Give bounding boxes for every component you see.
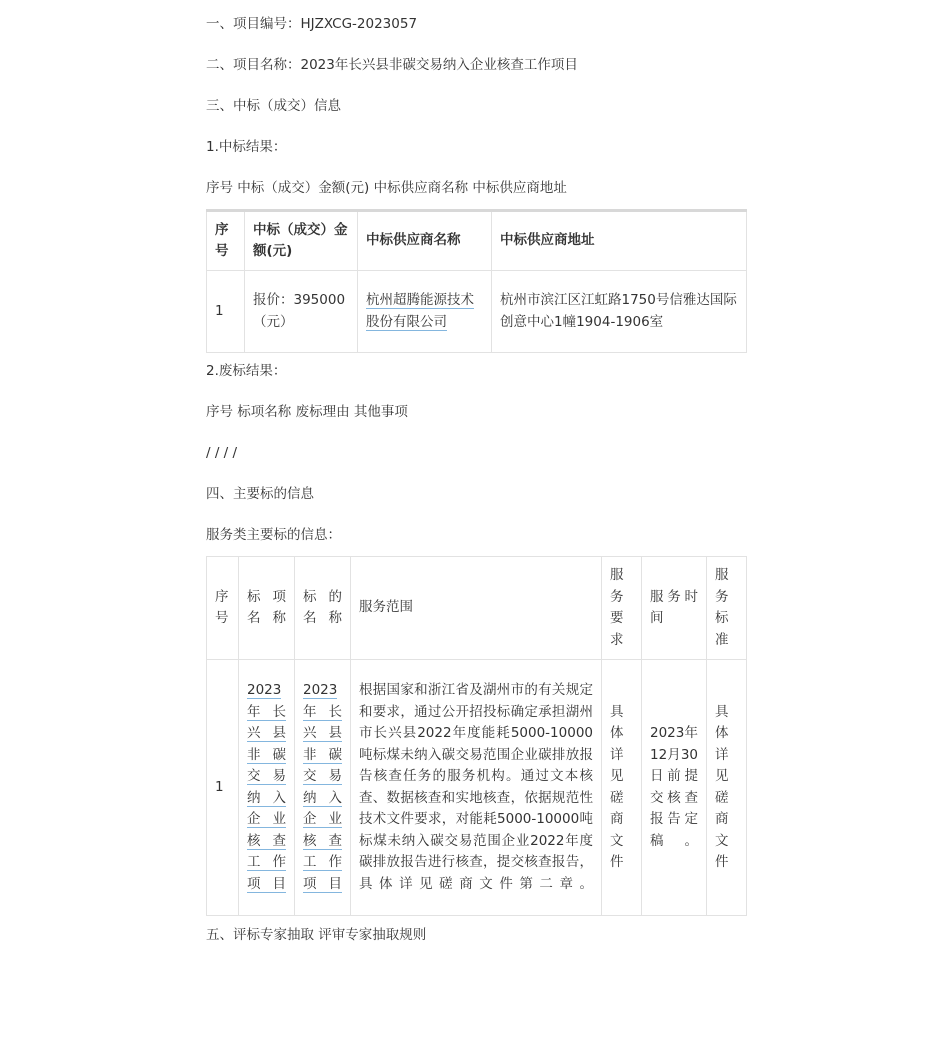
- invalid-result-label: 2.废标结果：: [206, 363, 287, 379]
- table-header-row: [207, 557, 747, 660]
- table-header-row: [207, 211, 747, 271]
- project-name: 二、项目名称：2023年长兴县非碳交易纳入企业核查工作项目: [206, 57, 578, 73]
- header-supplier-name: 中标供应商名称: [358, 211, 492, 271]
- header-service-scope: 服务范围: [351, 557, 602, 660]
- header-service-standard: 服务标准: [707, 557, 747, 660]
- row-item-name-cell: [239, 660, 295, 916]
- service-target-label: 服务类主要标的信息：: [206, 527, 341, 543]
- header-no: 序号: [207, 211, 245, 271]
- header-service-requirement: 服务要求: [602, 557, 642, 660]
- table-row: [207, 271, 747, 353]
- service-target-table: [206, 556, 747, 916]
- award-header-text: 序号 中标（成交）金额(元) 中标供应商名称 中标供应商地址: [206, 180, 567, 196]
- main-target-heading: 四、主要标的信息: [206, 486, 314, 502]
- supplier-link[interactable]: 杭州超腾能源技术股份有限公司: [366, 292, 474, 330]
- header-item-name: 标项名称: [239, 557, 295, 660]
- table-row: [207, 660, 747, 916]
- header-supplier-address: 中标供应商地址: [492, 211, 747, 271]
- row-address: 杭州市滨江区江虹路1750号信雅达国际创意中心1幢1904-1906室: [492, 271, 747, 353]
- header-service-time: 服务时间: [642, 557, 707, 660]
- row-supplier-cell: [358, 271, 492, 353]
- project-number: 一、项目编号：HJZXCG-2023057: [206, 16, 418, 32]
- award-result-table: [206, 209, 747, 353]
- expert-selection-line: 五、评标专家抽取 评审专家抽取规则: [206, 927, 427, 943]
- row-service-requirement: 具体详见磋商文件: [602, 660, 642, 916]
- row-service-scope: 根据国家和浙江省及湖州市的有关规定和要求，通过公开招投标确定承担湖州市长兴县2022年度能耗5000-10000吨标煤未纳入碳交易范围企业碳排放报告核查任务的服务机构。通过文本核查、数据核查和实地核查，依据规范性技术文件要求，对能耗5000-10000吨标煤未纳入碳交易范围企业2022年度碳排放报告进行核查，提交核查报告，具体详见磋商文件第二章。: [351, 660, 602, 916]
- row-no: 1: [207, 271, 245, 353]
- header-no: 序号: [207, 557, 239, 660]
- target-name-link[interactable]: 2023年长兴县非碳交易纳入企业核查工作项目: [303, 682, 342, 892]
- header-target-name: 标的名称: [295, 557, 351, 660]
- announcement-body: [206, 14, 746, 966]
- award-info-heading: 三、中标（成交）信息: [206, 98, 341, 114]
- invalid-header-text: 序号 标项名称 废标理由 其他事项: [206, 404, 408, 420]
- row-amount: 报价：395000（元）: [245, 271, 358, 353]
- award-result-label: 1.中标结果：: [206, 139, 287, 155]
- row-service-time: 2023年12月30日前提交核查报告定稿。: [642, 660, 707, 916]
- row-target-name-cell: [295, 660, 351, 916]
- item-name-link[interactable]: 2023年长兴县非碳交易纳入企业核查工作项目: [247, 682, 286, 892]
- invalid-placeholder: / / / /: [206, 445, 238, 461]
- header-amount: 中标（成交）金额(元): [245, 211, 358, 271]
- row-no: 1: [207, 660, 239, 916]
- row-service-standard: 具体详见磋商文件: [707, 660, 747, 916]
